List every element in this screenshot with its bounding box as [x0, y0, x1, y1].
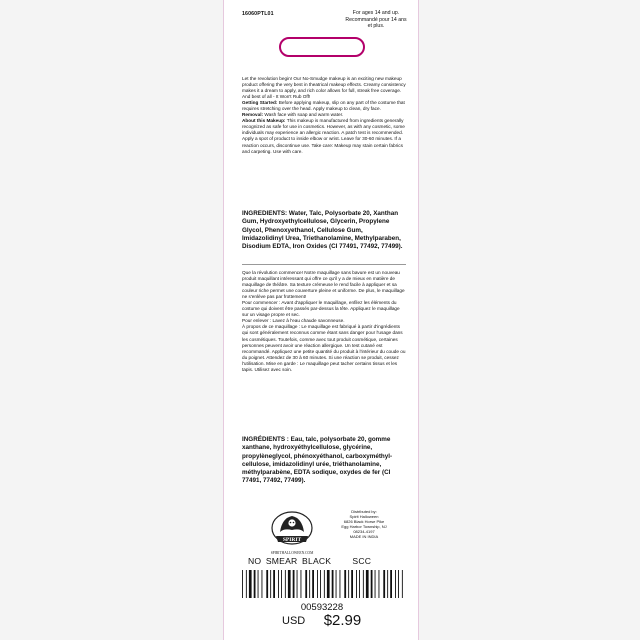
removal-label: Removal:	[242, 112, 264, 118]
product-line	[248, 556, 408, 566]
barcode-bar	[375, 570, 376, 598]
age-notice-en: For ages 14 and up.	[352, 10, 400, 16]
barcode-bar	[402, 570, 403, 598]
english-ingredients: INGREDIENTS: Water, Talc, Polysorbate 20, Xanthan Gum, Hydroxyethylcellulose, Glycerin, Propylene Glycol, Phenoxyethanol, Cellulose Gum, Imidazolidinyl Urea, Triethanolamine, Methylparaben, Disodium EDTA, Iron Oxides (CI 77491, 77492, 77499).	[242, 210, 403, 251]
barcode-bar	[288, 570, 291, 598]
english-intro: Let the revolution begin! Our No-Smudge makeup is an exciting new makeup product offering the very best in theatrical makeup effects. Creamy consistency makes it a dream to apply, and rich color allows for full, streak free coverage. And best of all - It Won't Rub Off!	[242, 76, 406, 100]
section-divider	[242, 264, 406, 265]
barcode-bar	[258, 570, 259, 598]
barcode-bar	[383, 570, 385, 598]
distributor-line: Egg Harbor Township, NJ	[341, 524, 387, 529]
barcode-bar	[366, 570, 369, 598]
logo-url: SPIRITHALLOWEEN.COM	[270, 551, 314, 555]
french-apropos: À propos de ce maquillage : Le maquillage est fabriqué à partir d'ingrédients qui sont généralement reconnus comme étant sans danger pour l'usage dans les cosmétiques. Toutefois, comme avec tout produit cosmétique, certaines personnes peuvent avoir une réaction allergique. Un test cutané est recommandé. Appliquez une petite quantité du produit à l'intérieur du coude ou du poignet. Attendez de 30 à 60 minutes. Si une réaction se produit, cessez l'utilisation. Mise en garde : Le maquillage peut tacher certains tissus et les tapis. Utilisez avec soin.	[242, 324, 406, 372]
price-amount: $2.99	[323, 612, 362, 630]
barcode-bar	[387, 570, 388, 598]
package-card	[223, 0, 419, 640]
barcode-bar	[246, 570, 247, 598]
barcode-bar	[356, 570, 357, 598]
distributor-line: 6826 Black Horse Pike	[343, 519, 385, 524]
barcode-bar	[317, 570, 318, 598]
barcode-bar	[344, 570, 346, 598]
barcode-bar	[340, 570, 341, 598]
getting-started	[242, 100, 406, 112]
barcode-bar	[262, 570, 263, 598]
barcode-bar	[363, 570, 364, 598]
distributor-line: MADE IN INDIA	[349, 534, 379, 539]
barcode-bar	[320, 570, 321, 598]
barcode-bar	[359, 570, 360, 598]
barcode-bar	[270, 570, 271, 598]
age-notice	[344, 10, 408, 30]
removal-text: Wash face with soap and warm water.	[263, 112, 344, 118]
spirit-logo	[264, 508, 320, 558]
barcode-bar	[293, 570, 295, 598]
barcode-bar	[297, 570, 298, 598]
logo-brand: SPIRIT	[282, 537, 302, 543]
about-label: About this Makeup:	[242, 118, 286, 124]
english-instructions	[242, 76, 406, 155]
barcode-number: 00593228	[300, 602, 344, 613]
barcode-bar	[336, 570, 337, 598]
french-instructions	[242, 270, 406, 373]
product-code: 16060PTL01	[242, 11, 274, 17]
french-enlever: Pour enlever : Lavez à l'eau chaude savonneuse.	[242, 318, 345, 324]
barcode-bar	[242, 570, 243, 598]
barcode-bar	[398, 570, 399, 598]
price-row	[282, 612, 361, 630]
about-text: This makeup is manufactured from ingredients generally recognized as safe for use in cosmetics. However, as with any cosmetic, some individuals may experience an allergic reaction. A patch test is recommended. Apply a spot of product to inside elbow or wrist. Leave for 30-60 minutes. If a reaction occurs, discontinue use. Take care: Makeup may stain certain fabrics and carpeting. Use with care.	[242, 118, 405, 154]
barcode-bar	[332, 570, 334, 598]
barcode-bar	[281, 570, 282, 598]
getting-started-text: Before applying makeup, slip on any part of the costume that requires stretching over the head. Apply makeup to clean, dry face.	[242, 100, 405, 112]
barcode-bar	[348, 570, 349, 598]
hang-hole	[279, 37, 365, 57]
barcode-bar	[254, 570, 256, 598]
barcode-bar	[278, 570, 279, 598]
barcode-bar	[273, 570, 275, 598]
french-intro: Que la révolution commence! Notre maquillage sans bavure est un nouveau produit maquillant intéressant qui offre ce qu'il y a de mieux en matière de maquillage de théâtre. Sa texture crémeuse le rend facile à appliquer et sa couleur riche permet une couverture pleine et uniforme. De plus, le maquillage ne s'enlève pas par frottement!	[242, 270, 405, 300]
barcode-bar	[285, 570, 286, 598]
barcode-bar	[305, 570, 307, 598]
barcode-bar	[395, 570, 396, 598]
french-ingredients: INGRÉDIENTS : Eau, talc, polysorbate 20, gomme xanthane, hydroxyéthylcellulose, glycérine, propylèneglycol, phénoxyéthanol, carboxyméthyl-cellulose, imidazolidinyl urée, triéthanolamine, méthylparabène, EDTA sodique, oxydes de fer (CI 77491, 77492, 77499).	[242, 436, 393, 485]
product-line-code: SCC	[352, 556, 372, 566]
about-makeup	[242, 118, 406, 154]
distributor-line: Spirit Halloween	[349, 514, 379, 519]
barcode-bar	[390, 570, 392, 598]
barcode-bar	[351, 570, 353, 598]
barcode-bar	[379, 570, 380, 598]
barcode-bar	[327, 570, 330, 598]
product-name: NO SMEAR BLACK	[248, 556, 332, 566]
barcode-bar	[309, 570, 310, 598]
barcode	[240, 570, 406, 598]
barcode-bar	[324, 570, 325, 598]
distributor-info	[328, 509, 400, 539]
barcode-bar	[371, 570, 373, 598]
age-notice-fr: Recommandé pour 14 ans et plus.	[345, 16, 407, 30]
barcode-bar	[266, 570, 268, 598]
barcode-bar	[312, 570, 314, 598]
distributor-line: Distributed by:	[351, 509, 377, 514]
price-currency: USD	[282, 614, 306, 627]
french-commencer: Pour commencer : Avant d'appliquer le maquillage, enfilez les éléments du costume qui doivent être passés par-dessus la tête. Appliquez le maquillage sur un visage propre et sec.	[242, 300, 400, 318]
getting-started-label: Getting Started:	[242, 100, 278, 106]
barcode-bar	[249, 570, 252, 598]
barcode-bar	[301, 570, 302, 598]
distributor-line: 08234-4197	[353, 529, 375, 534]
